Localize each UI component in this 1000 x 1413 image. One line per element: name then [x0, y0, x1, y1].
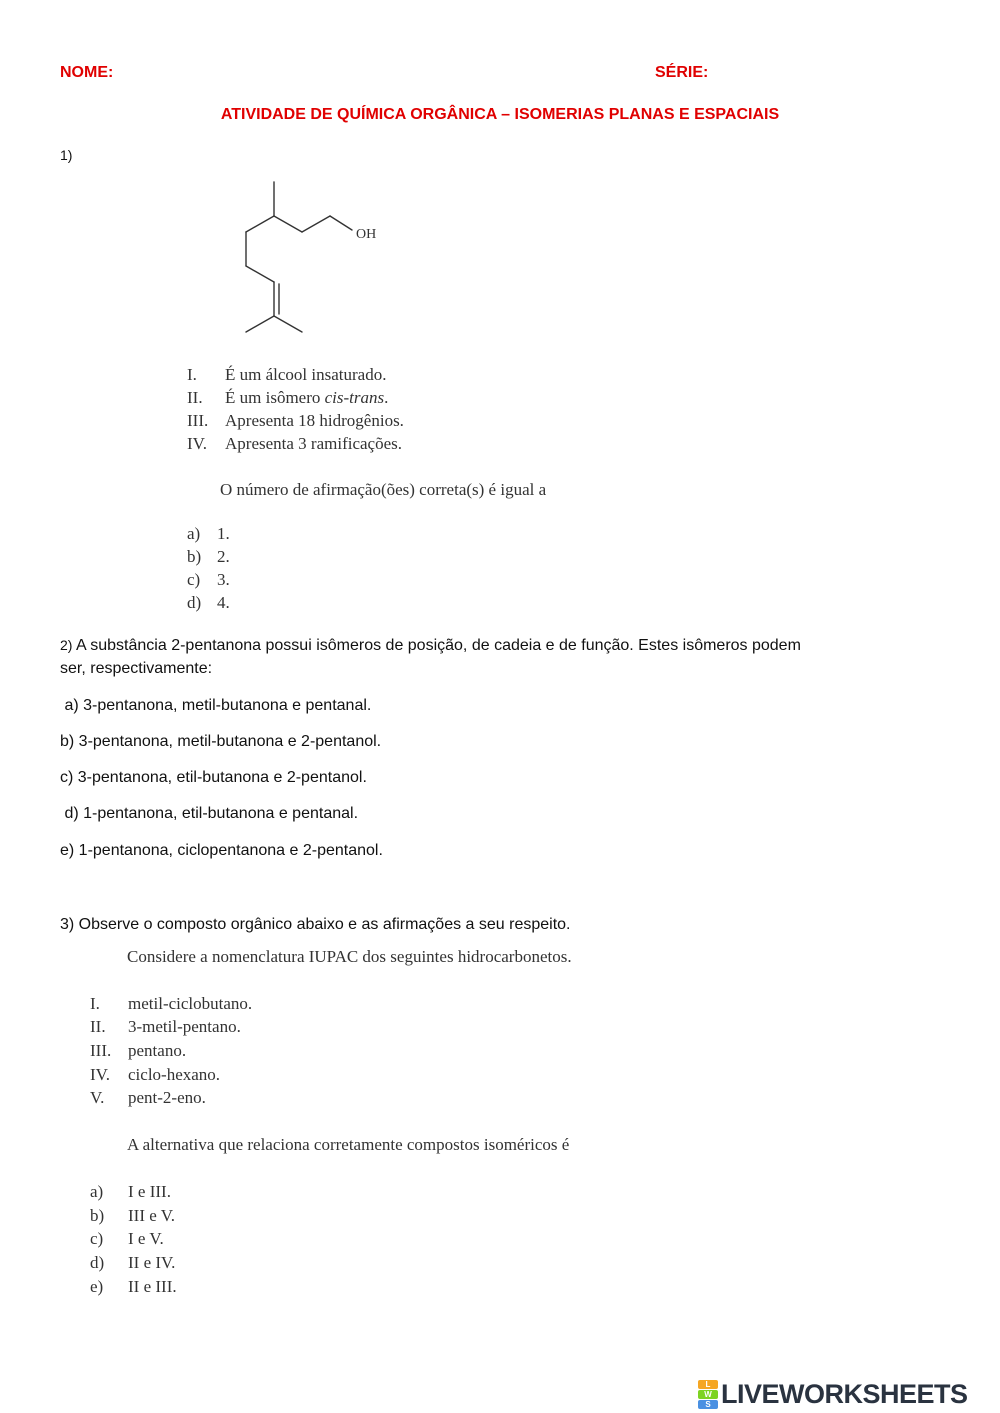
q3-statement-5: V. pent-2-eno.: [90, 1088, 206, 1107]
q2-option-e[interactable]: e) 1-pentanona, ciclopentanona e 2-pentanol.: [60, 842, 383, 859]
q3-intro: Considere a nomenclatura IUPAC dos seguintes hidrocarbonetos.: [127, 947, 572, 966]
grade-label: SÉRIE:: [655, 64, 709, 81]
bond-c3-c2: [274, 216, 302, 232]
q1-statement-4: IV. Apresenta 3 ramificações.: [187, 434, 402, 453]
logo-tile-l: L: [698, 1380, 718, 1389]
bond-methyl-right: [274, 316, 302, 332]
name-label: NOME:: [60, 64, 114, 81]
logo-tile-w: W: [698, 1390, 718, 1399]
q2-text-line2: ser, respectivamente:: [60, 660, 213, 677]
bond-c2-c1: [302, 216, 330, 232]
q3-statement-3: III. pentano.: [90, 1041, 187, 1060]
q3-statement-1: I. metil-ciclobutano.: [90, 994, 253, 1013]
q3-statement-2: II. 3-metil-pentano.: [90, 1017, 241, 1036]
q3-option-c[interactable]: c) I e V.: [90, 1229, 164, 1248]
q1-statement-1: I. É um álcool insaturado.: [187, 365, 387, 384]
q2-text-line1: 2) A substância 2-pentanona possui isômeros de posição, de cadeia e de função. Estes isômeros podem: [60, 637, 801, 654]
q1-option-a[interactable]: a) 1.: [187, 524, 230, 543]
q2-option-a[interactable]: a) 3-pentanona, metil-butanona e pentanal.: [60, 697, 372, 714]
brand-text: LIVEWORKSHEETS: [721, 1378, 968, 1409]
q1-number: 1): [60, 147, 73, 163]
q3-prompt: A alternativa que relaciona corretamente compostos isoméricos é: [127, 1135, 570, 1154]
q1-statement-2: II. É um isômero cis-trans.: [187, 388, 389, 407]
q2-option-d[interactable]: d) 1-pentanona, etil-butanona e pentanal.: [60, 805, 359, 822]
q1-molecule-structure: [200, 170, 420, 350]
q2-option-c[interactable]: c) 3-pentanona, etil-butanona e 2-pentanol.: [60, 769, 367, 786]
logo-tile-s: S: [698, 1400, 718, 1409]
q3-option-e[interactable]: e) II e III.: [90, 1277, 177, 1296]
q3-option-a[interactable]: a) I e III.: [90, 1182, 171, 1201]
q3-text: 3) Observe o composto orgânico abaixo e as afirmações a seu respeito.: [60, 916, 571, 933]
q3-option-d[interactable]: d) II e IV.: [90, 1253, 176, 1272]
q1-option-b[interactable]: b) 2.: [187, 547, 230, 566]
q2-option-b[interactable]: b) 3-pentanona, metil-butanona e 2-pentanol.: [60, 733, 382, 750]
bond-c5-c6: [246, 266, 274, 282]
q1-option-d[interactable]: d) 4.: [187, 593, 230, 612]
worksheet-title: ATIVIDADE DE QUÍMICA ORGÂNICA – ISOMERIAS PLANAS E ESPACIAIS: [220, 106, 780, 123]
q3-option-b[interactable]: b) III e V.: [90, 1206, 176, 1225]
liveworksheets-logo-icon: [698, 1380, 718, 1409]
oh-label: OH: [356, 227, 377, 242]
bond-c1-oh: [330, 216, 352, 230]
q1-statement-3: III. Apresenta 18 hidrogênios.: [187, 411, 404, 430]
q1-option-c[interactable]: c) 3.: [187, 570, 230, 589]
q3-statement-4: IV. ciclo-hexano.: [90, 1065, 221, 1084]
q1-prompt: O número de afirmação(ões) correta(s) é igual a: [220, 480, 547, 499]
bond-c3-c4: [246, 216, 274, 232]
liveworksheets-brand[interactable]: [698, 1379, 968, 1409]
bond-methyl-left: [246, 316, 274, 332]
